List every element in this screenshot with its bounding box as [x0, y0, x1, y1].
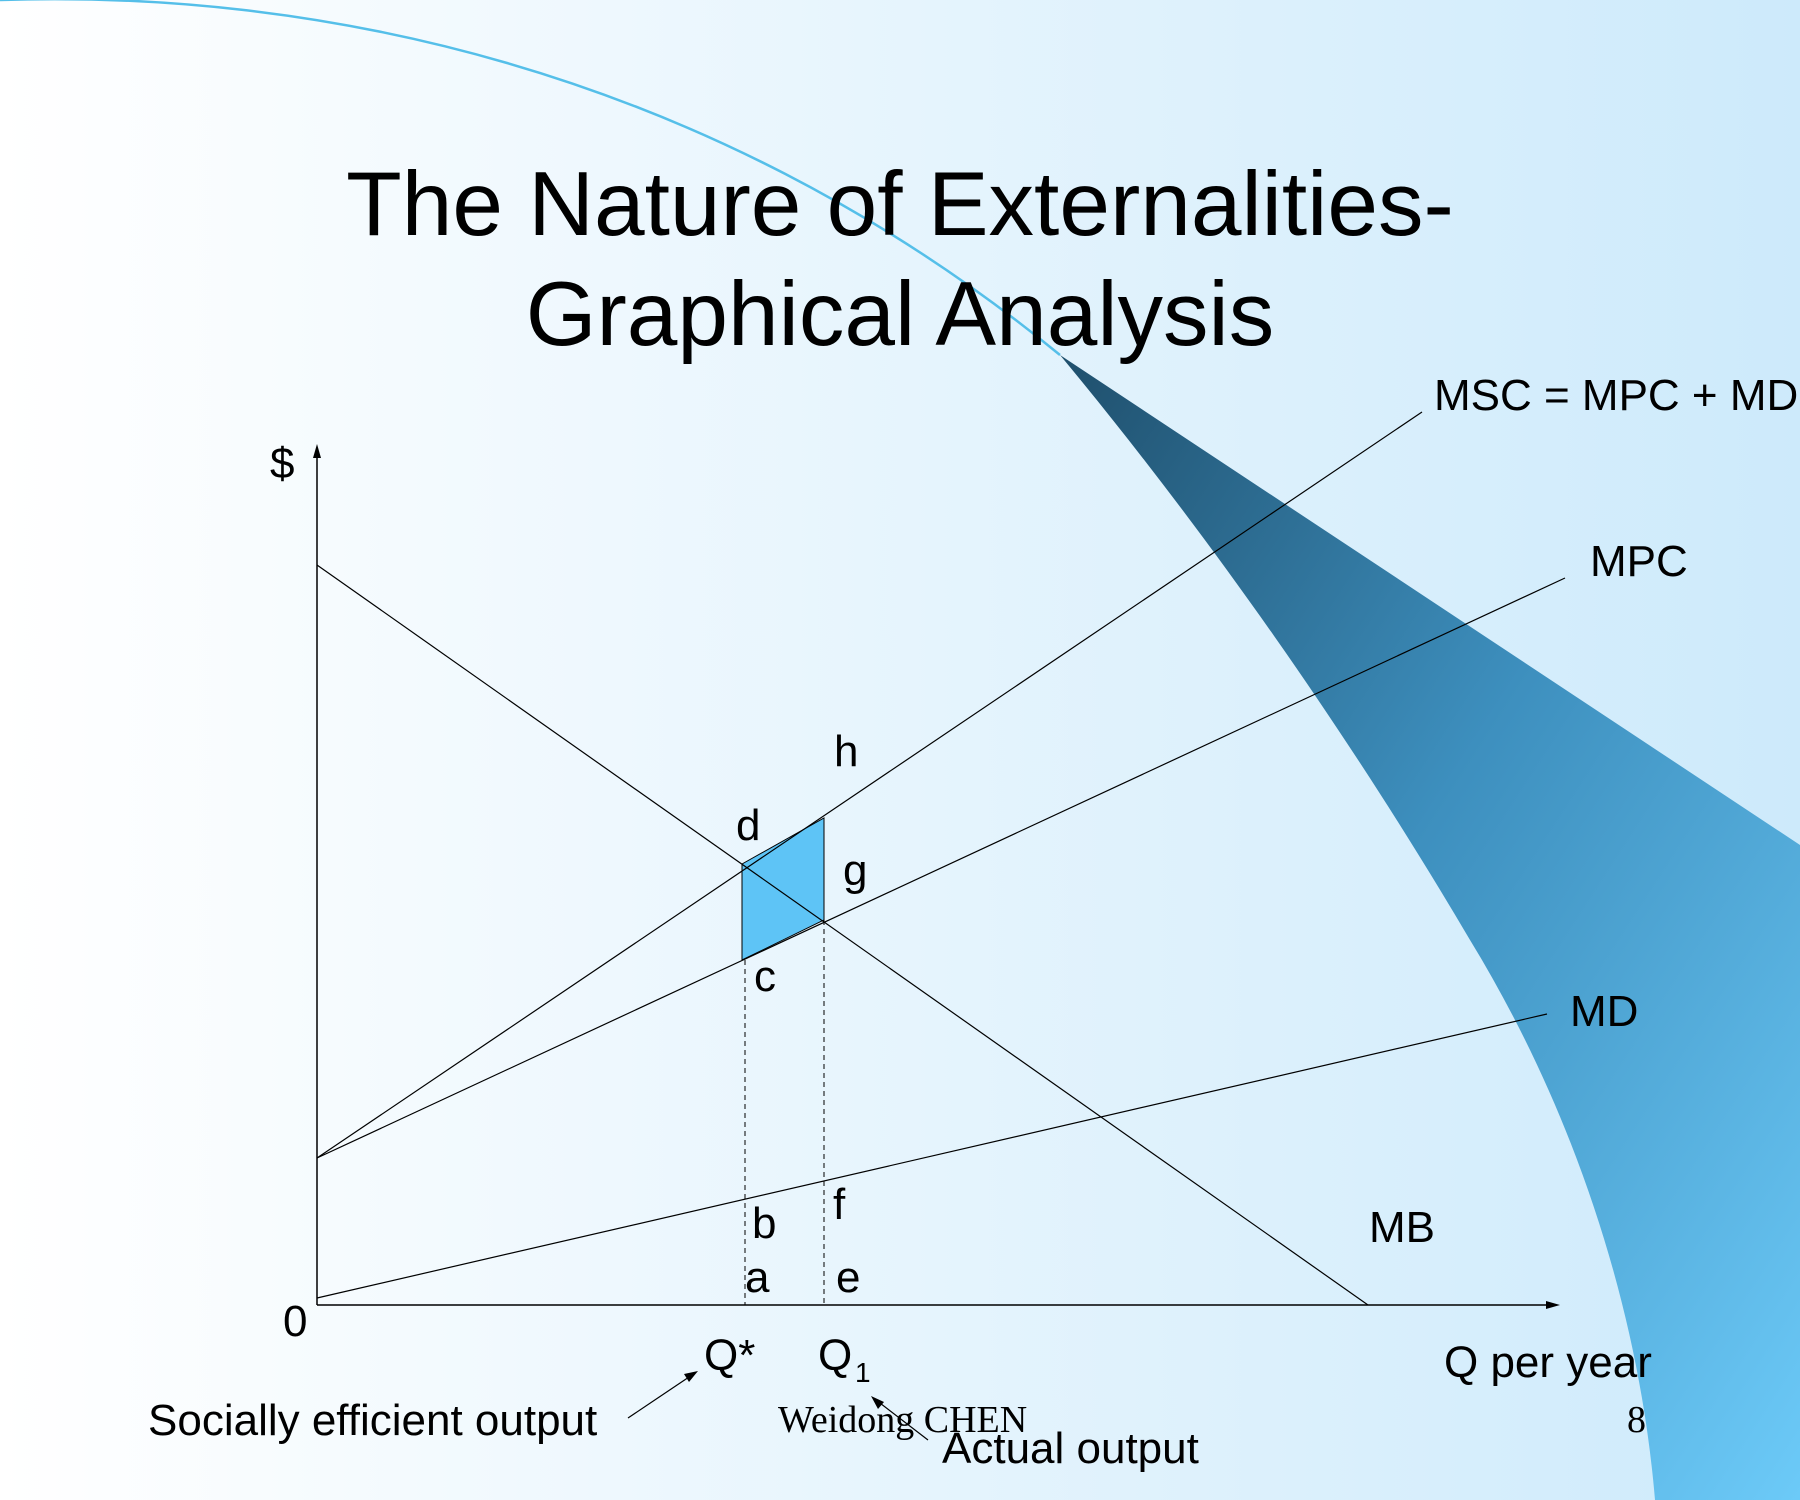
point-e-label: e: [836, 1253, 861, 1302]
socially-efficient-output-label: Socially efficient output: [148, 1396, 598, 1445]
q-star-label: Q*: [704, 1331, 756, 1380]
q1-subscript: 1: [855, 1357, 871, 1388]
slide-title-line-2: Graphical Analysis: [525, 264, 1275, 365]
mpc-label: MPC: [1590, 537, 1688, 586]
point-b-label: b: [752, 1199, 777, 1248]
point-a-label: a: [745, 1253, 770, 1302]
mb-label: MB: [1369, 1203, 1435, 1252]
page-number: 8: [1627, 1399, 1646, 1441]
point-f-label: f: [833, 1180, 846, 1229]
q1-label: Q: [818, 1331, 853, 1380]
actual-output-label: Actual output: [942, 1424, 1199, 1473]
msc-label: MSC = MPC + MD: [1434, 371, 1799, 420]
md-label: MD: [1570, 987, 1639, 1036]
point-d-label: d: [736, 801, 761, 850]
point-c-label: c: [754, 952, 776, 1001]
origin-label: 0: [283, 1297, 308, 1346]
y-axis-label: $: [270, 439, 295, 488]
x-axis-label: Q per year: [1444, 1338, 1652, 1387]
point-g-label: g: [843, 846, 868, 895]
slide-title-line-1: The Nature of Externalities-: [346, 154, 1454, 255]
point-h-label: h: [834, 727, 859, 776]
footer-author: Weidong CHEN: [778, 1399, 1028, 1441]
